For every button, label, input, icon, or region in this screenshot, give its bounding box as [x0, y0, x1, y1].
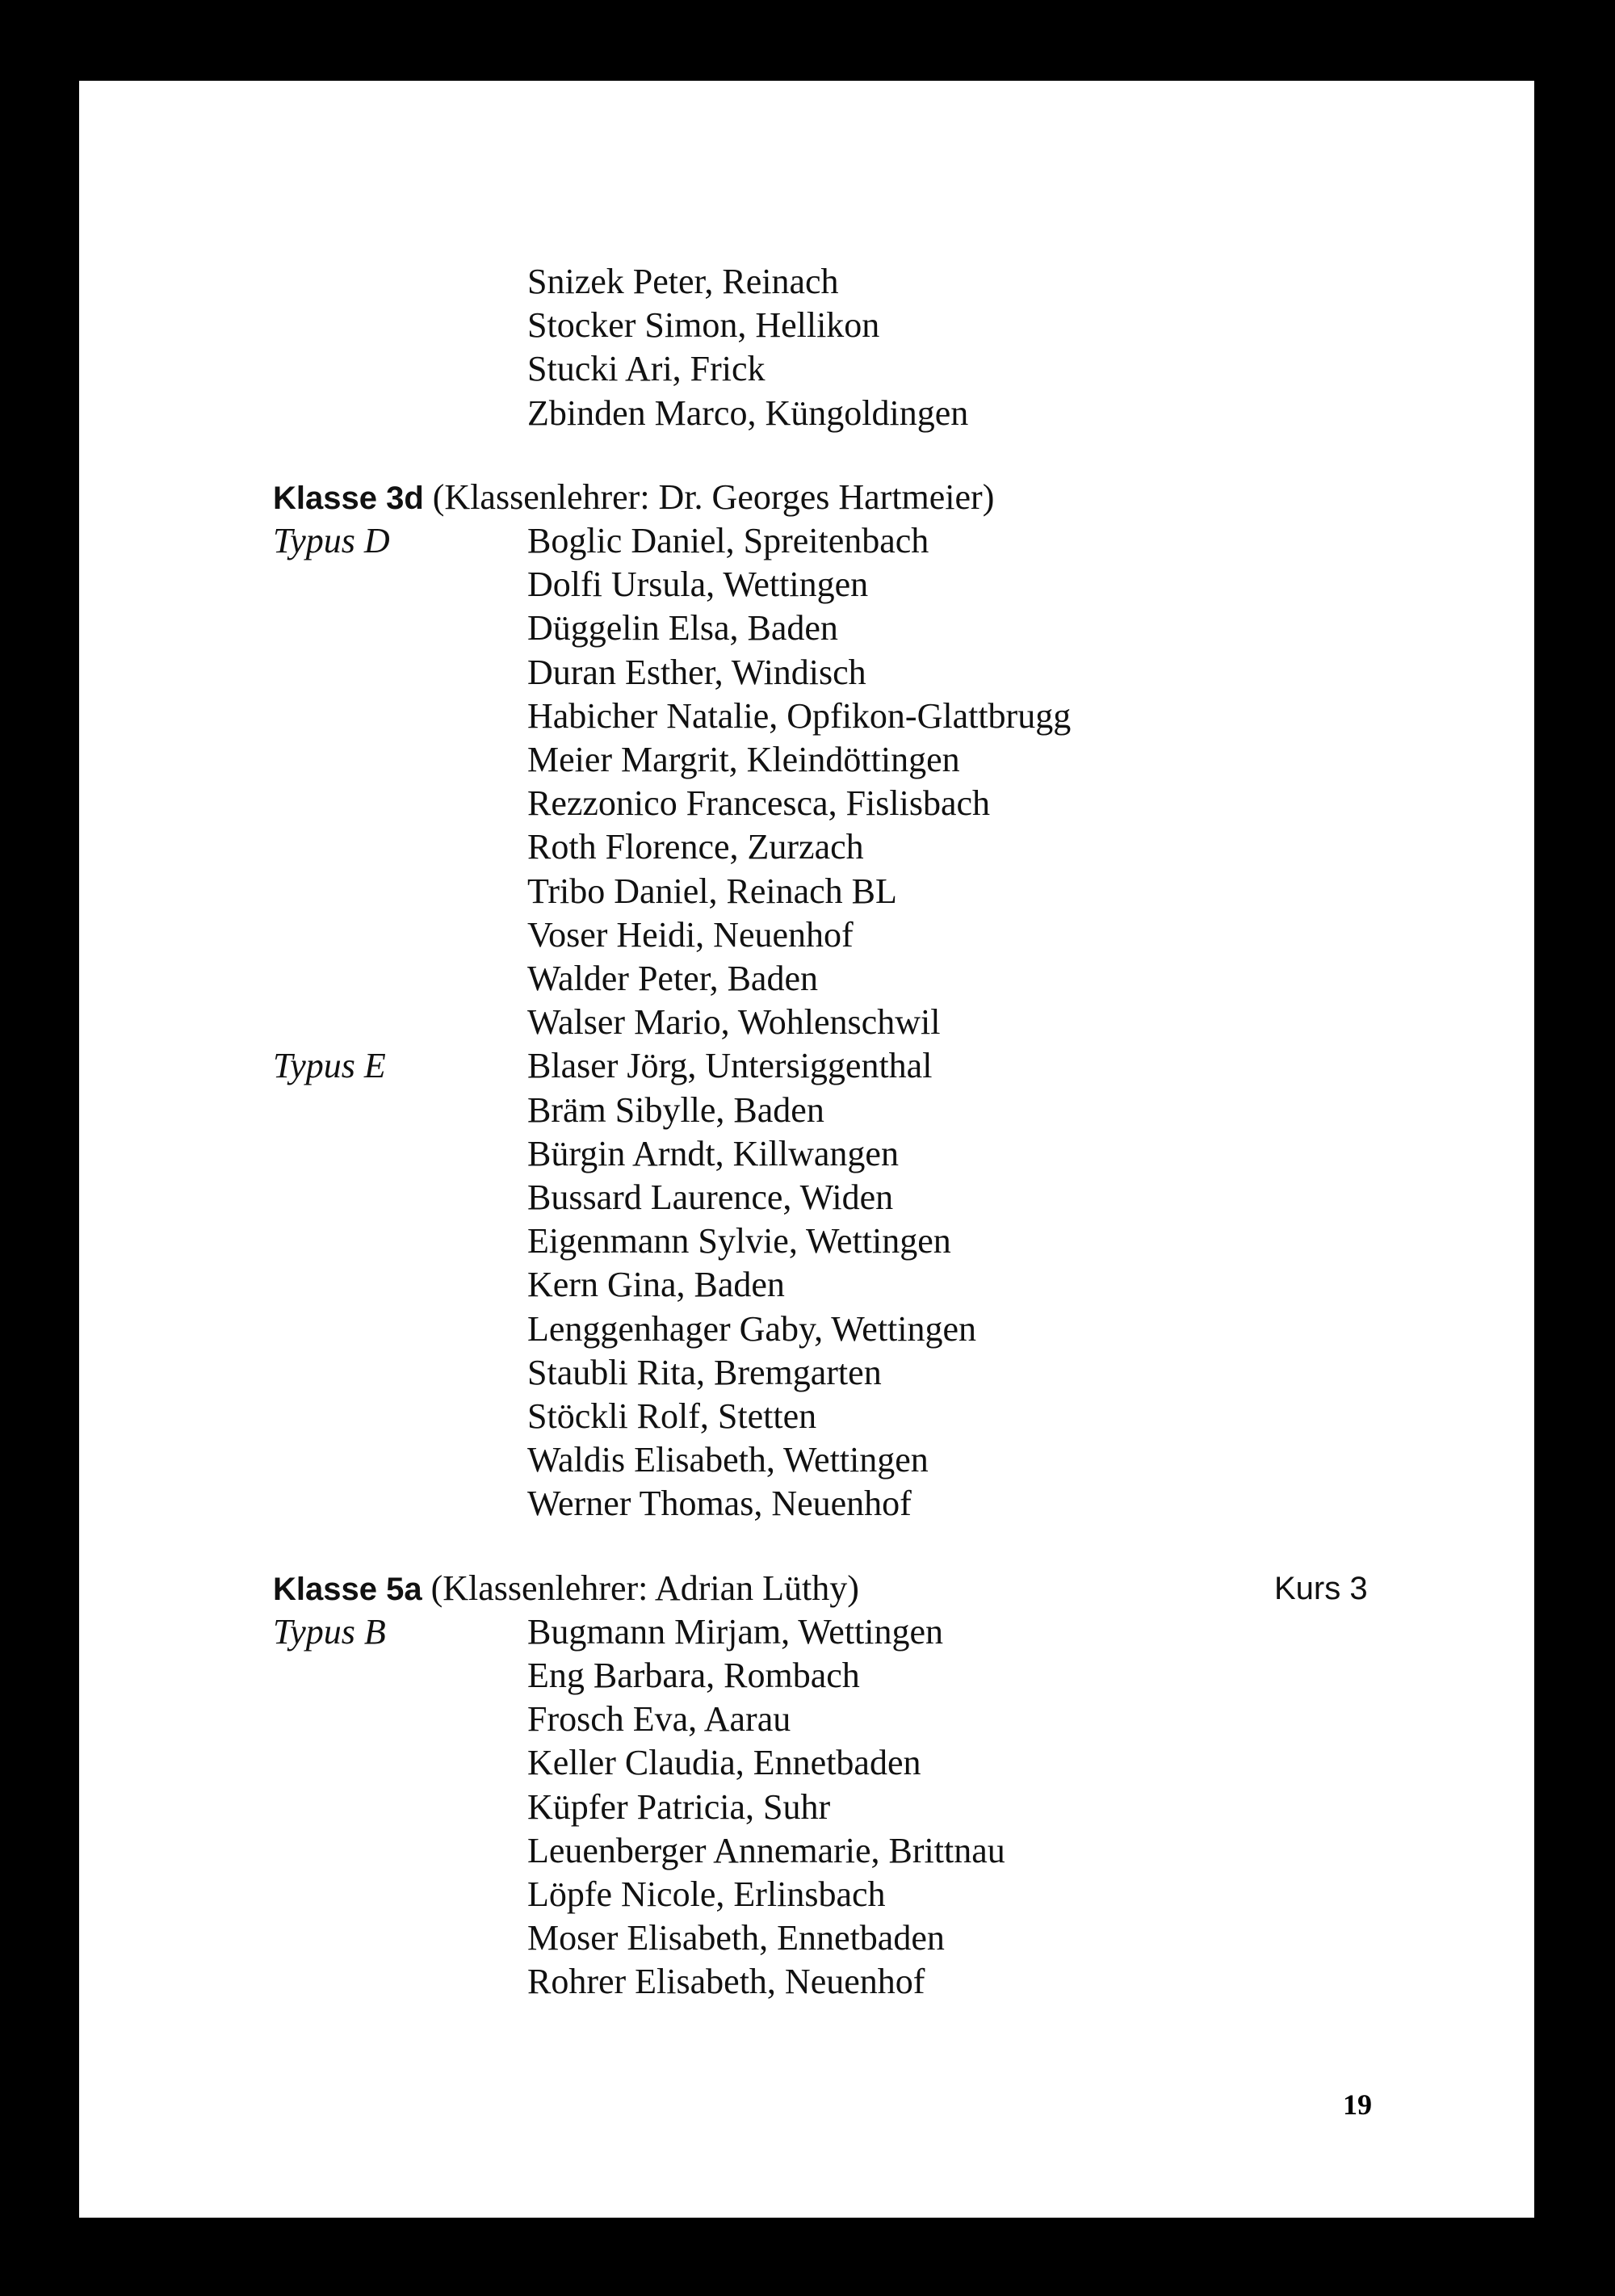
- student-entry: Habicher Natalie, Opfikon-Glattbrugg: [527, 695, 1072, 736]
- class-heading: [273, 476, 994, 520]
- student-entry: Lenggenhager Gaby, Wettingen: [527, 1308, 977, 1349]
- student-entry: Staubli Rita, Bremgarten: [527, 1352, 882, 1392]
- student-entry: Bugmann Mirjam, Wettingen: [527, 1611, 944, 1652]
- student-entry: Boglic Daniel, Spreitenbach: [527, 521, 929, 560]
- student-entry: Kern Gina, Baden: [527, 1265, 785, 1305]
- class-teacher: (Klassenlehrer: Dr. Georges Hartmeier): [432, 476, 995, 517]
- document-page: [79, 81, 1534, 2218]
- student-entry: Voser Heidi, Neuenhof: [527, 914, 854, 955]
- document-content: [79, 81, 1534, 2218]
- student-entry: Walder Peter, Baden: [527, 959, 818, 998]
- student-entry: Blaser Jörg, Untersiggenthal: [527, 1046, 933, 1086]
- student-entry: Snizek Peter, Reinach: [527, 262, 839, 301]
- student-entry: Walser Mario, Wohlenschwil: [527, 1002, 941, 1043]
- student-entry: Eng Barbara, Rombach: [527, 1656, 860, 1695]
- student-entry: Waldis Elisabeth, Wettingen: [527, 1440, 929, 1480]
- student-entry: Rohrer Elisabeth, Neuenhof: [527, 1962, 925, 2002]
- student-entry: Werner Thomas, Neuenhof: [527, 1484, 912, 1524]
- typus-label: Typus E: [273, 1046, 386, 1086]
- class-name: Klasse 5a: [273, 1571, 422, 1607]
- student-entry: Rezzonico Francesca, Fislisbach: [527, 783, 991, 824]
- student-entry: Bussard Laurence, Widen: [527, 1177, 894, 1217]
- student-entry: Eigenmann Sylvie, Wettingen: [527, 1221, 951, 1261]
- class-heading: [273, 1567, 859, 1611]
- course-label: Kurs 3: [1274, 1570, 1368, 1606]
- student-entry: Tribo Daniel, Reinach BL: [527, 871, 897, 911]
- student-entry: Stocker Simon, Hellikon: [527, 305, 880, 346]
- student-entry: Zbinden Marco, Küngoldingen: [527, 392, 969, 433]
- class-name: Klasse 3d: [273, 480, 424, 516]
- student-entry: Stucki Ari, Frick: [527, 349, 766, 389]
- student-entry: Meier Margrit, Kleindöttingen: [527, 740, 960, 779]
- student-entry: Stöckli Rolf, Stetten: [527, 1396, 817, 1436]
- student-entry: Moser Elisabeth, Ennetbaden: [527, 1918, 945, 1958]
- student-entry: Frosch Eva, Aarau: [527, 1699, 791, 1740]
- student-entry: Löpfe Nicole, Erlinsbach: [527, 1874, 886, 1914]
- class-teacher: (Klassenlehrer: Adrian Lüthy): [430, 1568, 859, 1608]
- page-number: 19: [1343, 2088, 1372, 2121]
- student-entry: Düggelin Elsa, Baden: [527, 608, 838, 649]
- student-entry: Keller Claudia, Ennetbaden: [527, 1743, 921, 1783]
- typus-label: Typus D: [273, 521, 390, 560]
- student-entry: Küpfer Patricia, Suhr: [527, 1786, 831, 1827]
- student-entry: Leuenberger Annemarie, Brittnau: [527, 1830, 1005, 1870]
- student-entry: Roth Florence, Zurzach: [527, 827, 864, 867]
- student-entry: Dolfi Ursula, Wettingen: [527, 565, 869, 605]
- student-entry: Bräm Sibylle, Baden: [527, 1089, 824, 1130]
- student-entry: Bürgin Arndt, Killwangen: [527, 1133, 899, 1173]
- typus-label: Typus B: [273, 1611, 386, 1652]
- student-entry: Duran Esther, Windisch: [527, 652, 866, 692]
